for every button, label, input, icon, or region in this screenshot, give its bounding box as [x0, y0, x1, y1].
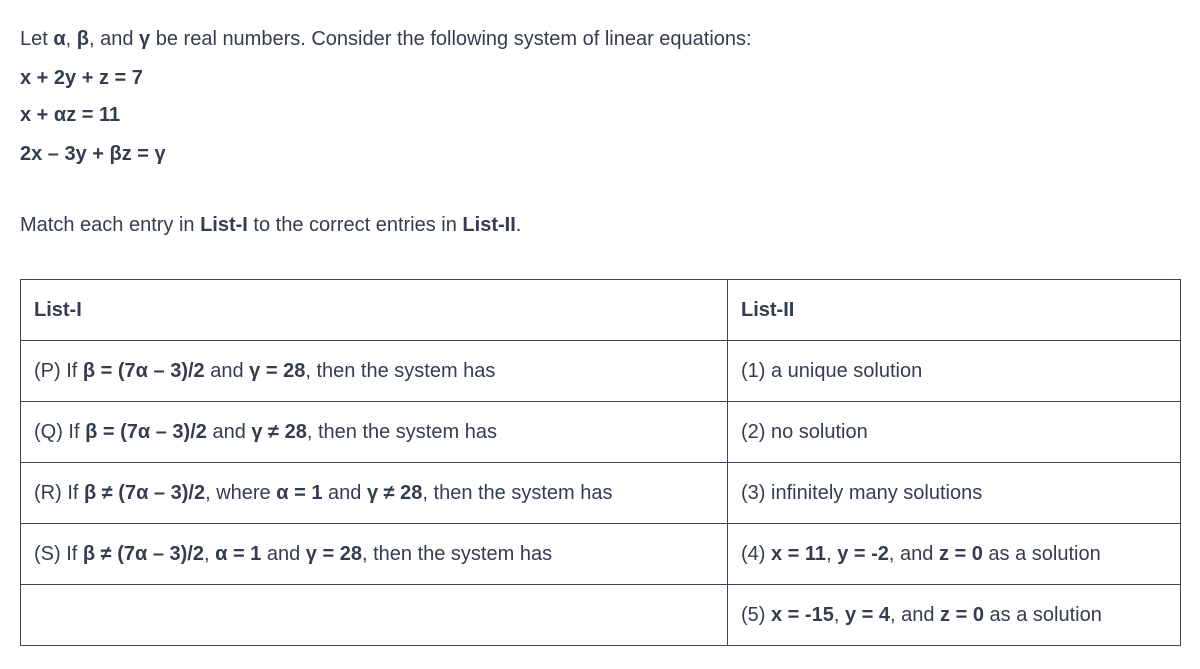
bold-text-segment: γ: [139, 28, 151, 50]
list-2-item-5: [728, 585, 1181, 646]
header-list-1: List-I: [21, 280, 728, 341]
text-segment: , and: [888, 542, 939, 565]
bold-text-segment: y = 4: [844, 603, 890, 626]
table-row: [21, 463, 1181, 524]
text-segment: (R) If: [34, 481, 84, 504]
table-header-row: [21, 280, 1181, 341]
text-segment: ,: [833, 603, 845, 626]
instruction-text: [20, 214, 521, 237]
table-row: [21, 341, 1181, 402]
list-2-item-3: [728, 463, 1181, 524]
text-segment: to the correct entries in: [247, 214, 463, 236]
text-segment: and: [206, 420, 252, 443]
list-1-empty-cell: [21, 585, 728, 646]
text-segment: as a solution: [982, 542, 1101, 565]
text-segment: , then the system has: [422, 481, 613, 504]
bold-text-segment: β: [76, 28, 89, 50]
list-1-item-p: [21, 341, 728, 402]
text-segment: (5): [741, 603, 771, 626]
list-1-item-s: [21, 524, 728, 585]
bold-text-segment: y = -2: [837, 542, 889, 565]
bold-text-segment: γ ≠ 28: [366, 481, 423, 504]
bold-text-segment: β ≠ (7α – 3)/2: [84, 481, 206, 504]
bold-text-segment: β = (7α – 3)/2: [85, 420, 207, 443]
text-segment: , and: [89, 28, 140, 50]
text-segment: , and: [890, 603, 941, 626]
bold-text-segment: x = 11: [771, 542, 827, 565]
table-row: [21, 585, 1181, 646]
text-segment: .: [515, 214, 522, 236]
header-list-2: List-II: [728, 280, 1181, 341]
text-segment: as a solution: [983, 603, 1102, 626]
text-segment: Let: [20, 28, 54, 50]
list-1-item-q: [21, 402, 728, 463]
text-segment: (4): [741, 542, 771, 565]
equation-2: x + αz = 11: [20, 104, 121, 126]
text-segment: , then the system has: [305, 359, 496, 382]
matching-table: [20, 279, 1181, 646]
bold-text-segment: List-II: [462, 214, 516, 236]
list-1-item-r: [21, 463, 728, 524]
bold-text-segment: γ ≠ 28: [251, 420, 307, 443]
text-segment: and: [204, 359, 250, 382]
text-segment: ,: [203, 542, 216, 565]
text-segment: , then the system has: [361, 542, 553, 565]
text-segment: be real numbers. Consider the following system of linear equations:: [150, 28, 752, 50]
text-segment: (1) a unique solution: [741, 359, 923, 382]
bold-text-segment: x = -15: [771, 603, 834, 626]
text-segment: (Q) If: [34, 420, 86, 443]
list-2-item-1: [728, 341, 1181, 402]
list-2-item-2: [728, 402, 1181, 463]
bold-text-segment: z = 0: [938, 542, 983, 565]
bold-text-segment: List-I: [200, 214, 248, 236]
bold-text-segment: α = 1: [276, 481, 323, 504]
text-segment: and: [322, 481, 367, 504]
list-2-item-4: [728, 524, 1181, 585]
bold-text-segment: β ≠ (7α – 3)/2: [82, 542, 204, 565]
text-segment: , where: [205, 481, 277, 504]
bold-text-segment: α = 1: [215, 542, 262, 565]
text-segment: (S) If: [34, 542, 83, 565]
text-segment: (2) no solution: [741, 420, 868, 443]
bold-text-segment: γ = 28: [305, 542, 362, 565]
text-segment: ,: [826, 542, 838, 565]
bold-text-segment: β = (7α – 3)/2: [82, 359, 205, 382]
equation-3: 2x – 3y + βz = γ: [20, 143, 166, 165]
text-segment: , then the system has: [306, 420, 497, 443]
text-segment: ,: [65, 28, 77, 50]
table-row: [21, 402, 1181, 463]
bold-text-segment: z = 0: [940, 603, 984, 626]
text-segment: (3) infinitely many solutions: [741, 481, 983, 504]
bold-text-segment: γ = 28: [249, 359, 306, 382]
bold-text-segment: α: [53, 28, 66, 50]
text-segment: Match each entry in: [20, 214, 201, 236]
table-row: [21, 524, 1181, 585]
equation-1: x + 2y + z = 7: [20, 67, 143, 89]
text-segment: and: [261, 542, 306, 565]
intro-text: [20, 28, 752, 51]
text-segment: (P) If: [34, 359, 83, 382]
